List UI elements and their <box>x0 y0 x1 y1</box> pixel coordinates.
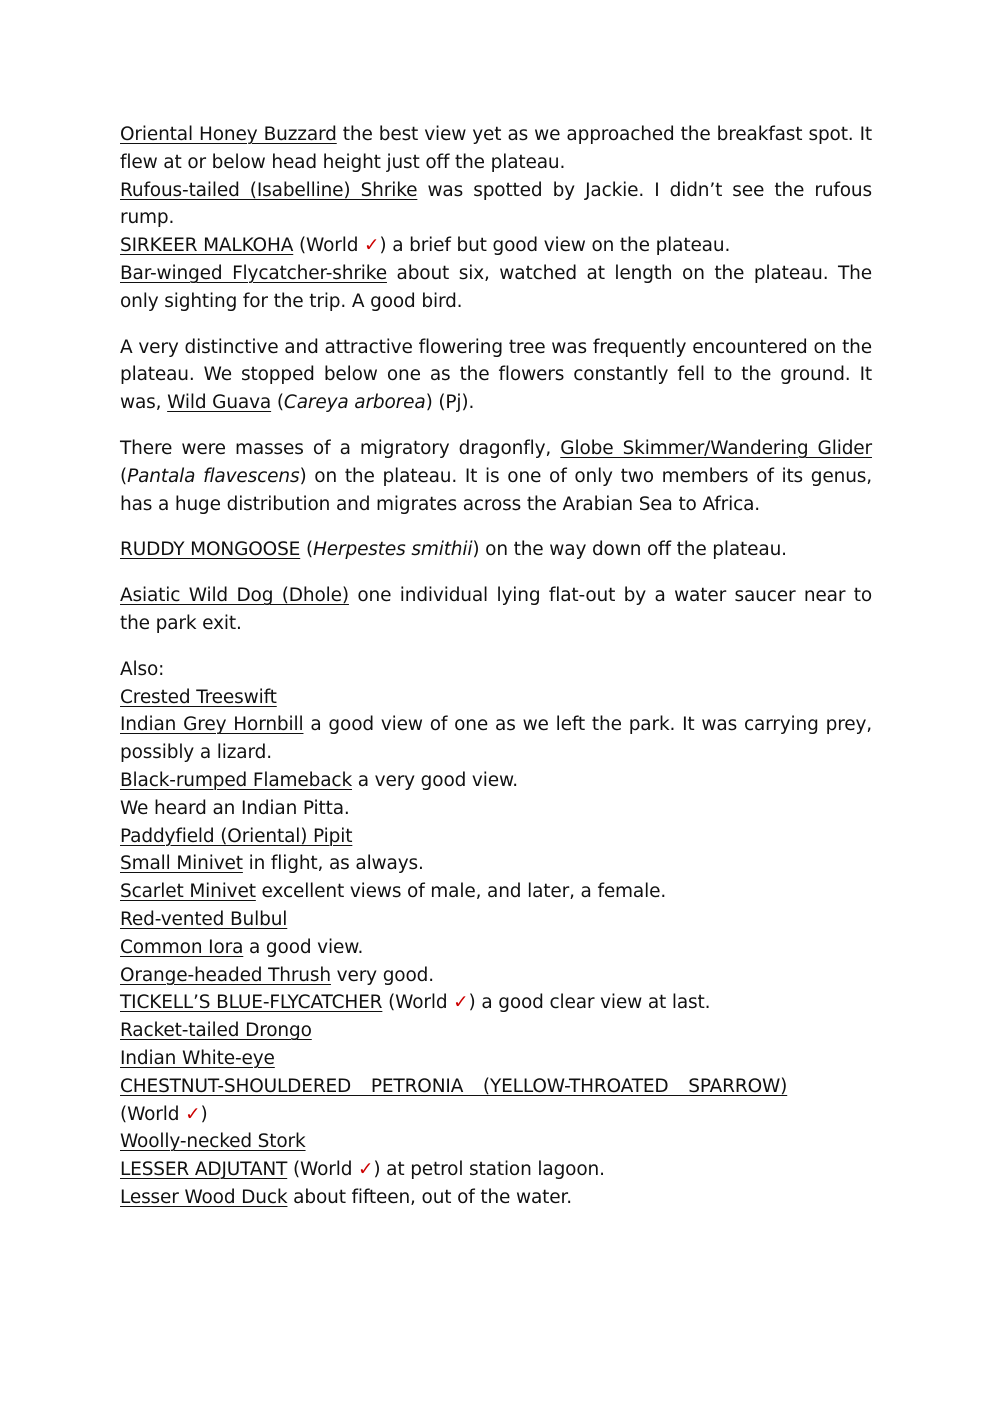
check-mark-icon: ✓ <box>364 235 380 257</box>
species-name: Bar-winged Flycatcher-shrike <box>120 262 387 284</box>
list-item <box>120 711 872 767</box>
species-name: TICKELL’S BLUE-FLYCATCHER <box>120 992 383 1014</box>
list-item <box>120 1156 872 1184</box>
latin-name: Careya arborea <box>283 392 426 414</box>
bird-notes-top <box>120 121 872 316</box>
world-label: (World <box>287 1159 359 1181</box>
species-note: the best view yet as we approached the breakfast spot. It flew at or below head height just off the plateau. <box>120 124 872 173</box>
paragraph-dhole <box>120 582 872 638</box>
list-item <box>120 684 872 712</box>
paren-open: ( <box>300 539 314 561</box>
species-name: Asiatic Wild Dog (Dhole) <box>120 585 349 607</box>
paragraph-text: A very distinctive and attractive flowering tree was frequently encountered on the plateau. We stopped below one as the flowers constantly fell to the ground. It was, <box>120 336 872 414</box>
species-note: very good. <box>330 964 434 986</box>
species-name: Red-vented Bulbul <box>120 908 288 930</box>
list-item <box>120 934 872 962</box>
species-name: Indian Grey Hornbill <box>120 714 304 736</box>
paragraph-wild-guava <box>120 334 872 417</box>
list-item <box>120 1128 872 1156</box>
paragraph-text: one individual lying flat-out by a water saucer near to the park exit. <box>120 585 872 634</box>
document-page <box>120 121 872 1230</box>
check-mark-icon: ✓ <box>453 992 469 1014</box>
list-item <box>120 850 872 878</box>
check-mark-icon: ✓ <box>358 1159 374 1181</box>
list-item <box>120 823 872 851</box>
species-note: a good view of one as we left the park. It was carrying prey, possibly a lizard. <box>120 714 873 764</box>
paren-open: ( <box>120 465 128 487</box>
paren-open: ( <box>271 392 284 414</box>
species-name: LESSER ADJUTANT <box>120 1159 288 1181</box>
species-name: CHESTNUT-SHOULDERED PETRONIA (YELLOW-THROATED SPARROW) <box>120 1075 788 1097</box>
entry-sirkeer-malkoha <box>120 232 872 260</box>
species-name: Orange-headed Thrush <box>120 964 331 986</box>
paragraph-text: ) (Pj). <box>425 392 475 414</box>
species-note: ) a good clear view at last. <box>468 992 711 1014</box>
species-note: a good view. <box>243 936 364 958</box>
species-name: Globe Skimmer/Wandering Glider <box>560 437 872 459</box>
species-name: Rufous-tailed (Isabelline) Shrike <box>120 179 418 201</box>
world-label: (World <box>120 1103 186 1125</box>
list-item <box>120 989 872 1017</box>
also-list <box>120 656 872 1212</box>
species-note: ) at petrol station lagoon. <box>373 1159 605 1181</box>
list-item <box>120 1073 872 1129</box>
species-name: Scarlet Minivet <box>120 881 256 903</box>
entry-bar-winged-flycatcher-shrike <box>120 260 872 316</box>
entry-rufous-tailed-shrike <box>120 177 872 233</box>
list-item <box>120 767 872 795</box>
entry-oriental-honey-buzzard <box>120 121 872 177</box>
species-note: in flight, as always. <box>242 853 424 875</box>
paragraph-ruddy-mongoose <box>120 536 872 564</box>
latin-name: Herpestes smithii <box>313 539 473 561</box>
paragraph-text: ) on the way down off the plateau. <box>472 539 787 561</box>
species-name: Small Minivet <box>120 853 243 875</box>
list-item <box>120 1017 872 1045</box>
species-name: Common Iora <box>120 936 244 958</box>
check-mark-icon: ✓ <box>185 1103 201 1125</box>
species-name: RUDDY MONGOOSE <box>120 539 301 561</box>
list-item <box>120 1184 872 1212</box>
species-name: Oriental Honey Buzzard <box>120 124 337 145</box>
species-note: about fifteen, out of the water. <box>287 1186 572 1208</box>
paragraph-globe-skimmer <box>120 435 872 518</box>
latin-name: Pantala flavescens <box>127 465 300 487</box>
species-name: Black-rumped Flameback <box>120 769 353 791</box>
species-name: Crested Treeswift <box>120 686 277 708</box>
list-item <box>120 878 872 906</box>
list-item <box>120 962 872 990</box>
world-label: (World <box>382 992 454 1014</box>
world-label: (World <box>293 235 365 257</box>
species-name: Indian White-eye <box>120 1047 275 1069</box>
paragraph-text: There were masses of a migratory dragonfly, <box>120 437 561 459</box>
species-name: Paddyfield (Oriental) Pipit <box>120 825 353 847</box>
list-item <box>120 906 872 934</box>
species-note: a very good view. <box>352 769 518 791</box>
species-name: SIRKEER MALKOHA <box>120 235 294 257</box>
species-note: was spotted by Jackie. I didn’t see the rufous rump. <box>120 179 872 229</box>
species-name: Lesser Wood Duck <box>120 1186 288 1208</box>
species-note: excellent views of male, and later, a female. <box>255 881 667 903</box>
list-item: We heard an Indian Pitta. <box>120 797 350 819</box>
species-note: about six, watched at length on the plateau. The only sighting for the trip. A good bird. <box>120 262 872 312</box>
species-name: Wild Guava <box>167 392 272 414</box>
species-name: Racket-tailed Drongo <box>120 1020 312 1042</box>
species-name: Woolly-necked Stork <box>120 1131 306 1153</box>
paragraph-text: ) on the plateau. It is one of only two members of its genus, has a huge distribution and migrates across the Arabian Sea to Africa. <box>120 465 872 515</box>
also-heading: Also: <box>120 658 165 680</box>
species-note: ) a brief but good view on the plateau. <box>379 235 731 257</box>
list-item <box>120 1045 872 1073</box>
species-note: ) <box>200 1103 208 1125</box>
